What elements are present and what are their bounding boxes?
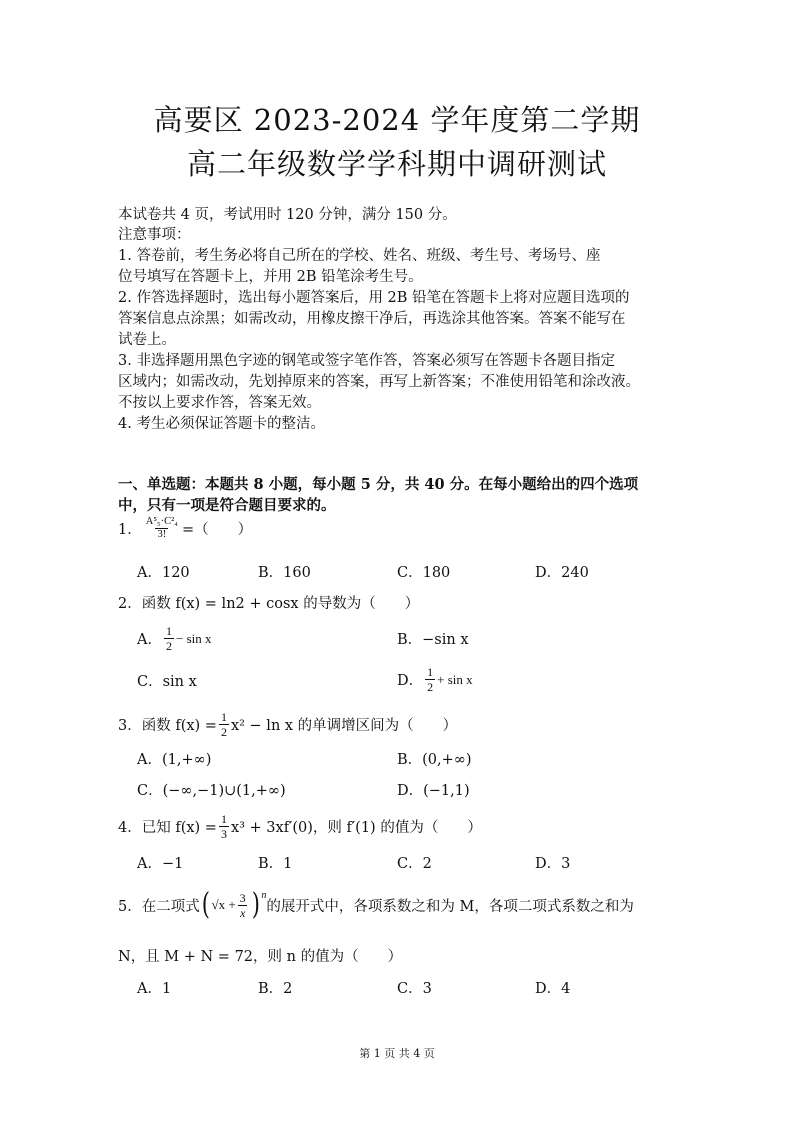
option-text: + sin x — [437, 671, 473, 687]
option-d: D．240 — [535, 565, 589, 581]
option-a — [137, 624, 212, 653]
notes-heading: 注意事项： — [118, 227, 191, 243]
question-5 — [118, 887, 634, 922]
fraction-numerator: 1 — [220, 812, 227, 826]
right-paren: ) — [251, 887, 260, 922]
question-4 — [118, 812, 482, 841]
note-line: 位号填写在答题卡上，并用 2B 铅笔涂考生号。 — [118, 269, 423, 285]
fraction-numerator: 1 — [165, 624, 172, 638]
note-line: 3. 非选择题用黑色字迹的钢笔或签字笔作答，答案必须写在答题卡各题目指定 — [118, 353, 615, 369]
fraction — [425, 665, 435, 694]
question-2: 2．函数 f(x) = ln2 + cosx 的导数为（ ） — [118, 596, 420, 612]
question-tail: =（ ） — [181, 522, 253, 538]
option-c: C．(−∞,−1)∪(1,+∞) — [137, 783, 286, 799]
option-d — [397, 665, 473, 694]
note-line: 4. 考生必须保证答题卡的整洁。 — [118, 416, 325, 432]
note-line: 试卷上。 — [118, 332, 176, 348]
question-tail: 的展开式中，各项系数之和为 M，各项二项式系数之和为 — [266, 898, 634, 915]
fraction-denominator: 3! — [157, 529, 167, 540]
option-b: B．1 — [258, 856, 293, 872]
exponent: n — [261, 890, 267, 901]
option-c: C．sin x — [137, 674, 197, 690]
option-b: B．−sin x — [397, 632, 469, 648]
fraction-numerator: 1 — [220, 710, 227, 724]
fraction-numerator: A⁵₅·C²₄ — [145, 516, 178, 527]
section1-heading: 一、单选题：本题共 8 小题，每小题 5 分，共 40 分。在每小题给出的四个选项 — [118, 476, 639, 493]
option-d: D．4 — [535, 981, 571, 997]
option-a: A．−1 — [137, 856, 184, 872]
option-c: C．180 — [397, 565, 451, 581]
question-3 — [118, 710, 457, 739]
fraction — [238, 891, 248, 920]
question-head: 3．函数 f(x) = — [118, 718, 217, 734]
fraction-denominator: 2 — [165, 639, 172, 653]
option-label: A． — [137, 632, 162, 648]
exam-intro: 本试卷共 4 页，考试用时 120 分钟，满分 150 分。 — [118, 207, 457, 223]
fraction — [144, 516, 180, 541]
question-tail: x² − ln x 的单调增区间为（ ） — [230, 718, 458, 734]
radical-term: √x + — [211, 897, 236, 912]
note-line: 2. 作答选择题时，选出每小题答案后，用 2B 铅笔在答题卡上将对应题目选项的 — [118, 290, 630, 306]
option-c: C．2 — [397, 856, 432, 872]
note-line: 区域内；如需改动，先划掉原来的答案，再写上新答案；不准使用铅笔和涂改液。 — [118, 374, 640, 390]
page-footer: 第 1 页 共 4 页 — [359, 1047, 435, 1060]
fraction-denominator: 2 — [427, 680, 434, 694]
question-head: 4．已知 f(x) = — [118, 820, 217, 836]
fraction — [219, 710, 229, 739]
fraction — [164, 624, 174, 653]
option-text: − sin x — [175, 630, 212, 646]
question-5-cont: N，且 M + N = 72，则 n 的值为（ ） — [118, 949, 403, 965]
option-a: A．120 — [137, 565, 190, 581]
question-tail: x³ + 3xf′(0)，则 f′(1) 的值为（ ） — [230, 820, 482, 836]
fraction — [219, 812, 229, 841]
exam-title-line2: 高二年级数学学科期中调研测试 — [186, 147, 607, 181]
left-paren: ( — [201, 887, 210, 922]
option-b: B．160 — [258, 565, 311, 581]
note-line: 1. 答卷前，考生务必将自己所在的学校、姓名、班级、考生号、考场号、座 — [118, 248, 601, 264]
option-a: A．(1,+∞) — [137, 752, 212, 768]
fraction-denominator: 2 — [220, 725, 227, 739]
section1-heading-cont: 中，只有一项是符合题目要求的。 — [118, 497, 336, 514]
option-label: D． — [397, 673, 424, 689]
note-line: 不按以上要求作答，答案无效。 — [118, 395, 321, 411]
question-head: 5．在二项式 — [118, 898, 200, 915]
fraction-denominator: 3 — [220, 827, 227, 841]
question-number: 1． — [118, 522, 142, 538]
option-d: D．(−1,1) — [397, 783, 470, 799]
fraction-numerator: 3 — [239, 890, 246, 905]
option-c: C．3 — [397, 981, 432, 997]
fraction-denominator: x — [240, 905, 246, 920]
question-1 — [118, 516, 252, 541]
option-b: B．(0,+∞) — [397, 752, 472, 768]
option-d: D．3 — [535, 856, 571, 872]
option-a: A．1 — [137, 981, 172, 997]
note-line: 答案信息点涂黑；如需改动，用橡皮擦干净后，再选涂其他答案。答案不能写在 — [118, 311, 626, 327]
option-b: B．2 — [258, 981, 293, 997]
exam-title-line1: 高要区 2023-2024 学年度第二学期 — [153, 103, 641, 137]
fraction-numerator: 1 — [427, 665, 434, 679]
